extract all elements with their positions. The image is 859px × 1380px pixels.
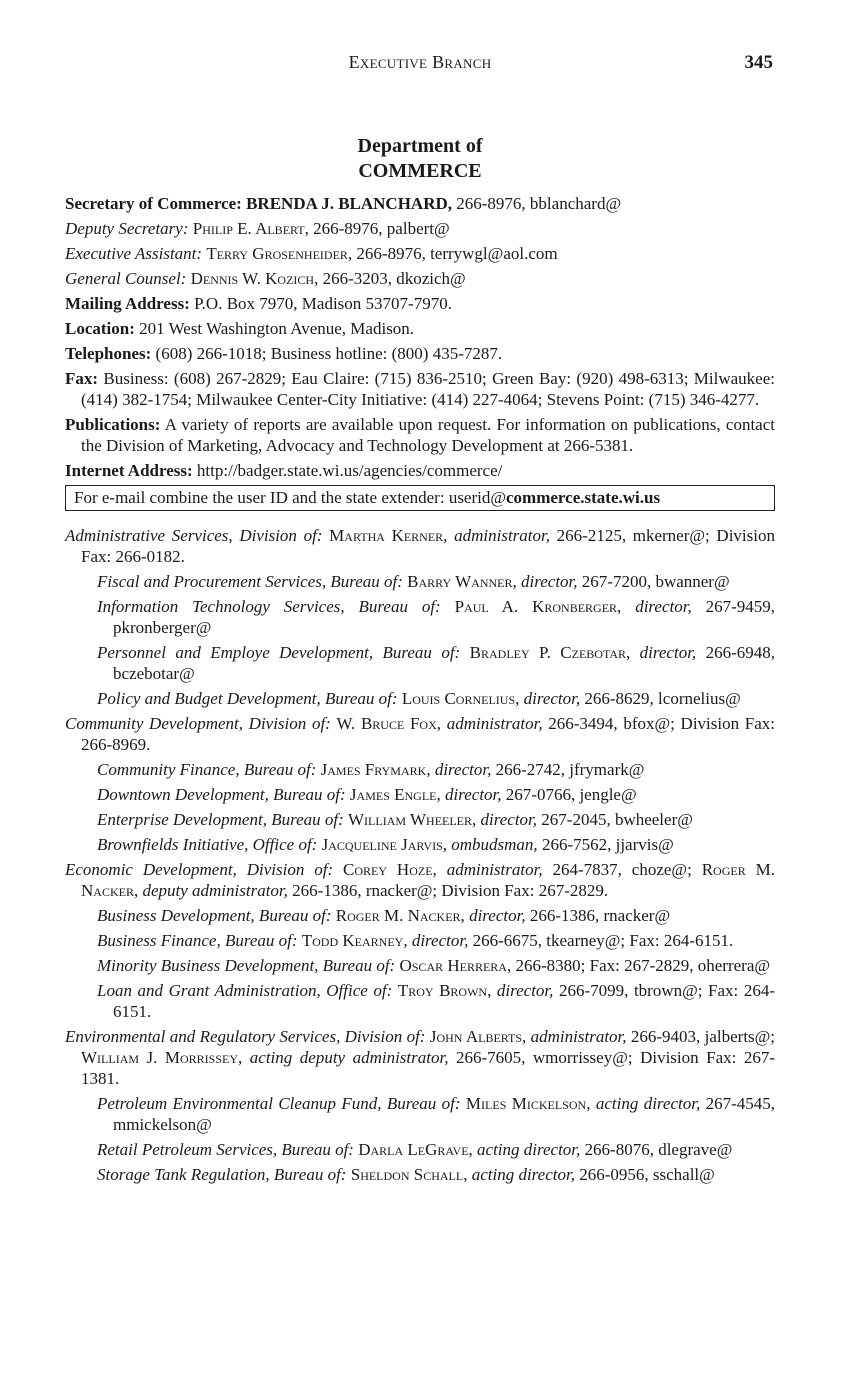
info-text: (608) 266-1018; Business hotline: (800) 435-7287. [151,344,503,363]
person-role: director, [635,597,692,616]
info-label: Fax: [65,369,99,388]
person-name: Louis Cornelius, [401,689,520,708]
department-heading [0,134,840,184]
person-role: director, [411,931,469,950]
contact-details: 266-8380; Fax: 267-2829, oherrera@ [511,956,771,975]
official-entry [65,218,775,239]
info-label: Mailing Address: [65,294,190,313]
info-label: Telephones: [65,344,152,363]
unit-name: Administrative Services, Division of: [65,526,323,545]
contact-details: 266-6675, tkearney@; Fax: 264-6151. [468,931,734,950]
info-entry [65,414,775,456]
info-label: Publications: [65,415,161,434]
secretary-label: Secretary of Commerce: [65,194,242,213]
bureau-entry [65,571,775,592]
unit-name: Business Development, Bureau of: [97,906,332,925]
unit-name: Policy and Budget Development, Bureau of: [97,689,398,708]
person-name: Troy Brown, [397,981,492,1000]
person-name: Darla LeGrave, [358,1140,473,1159]
bureau-entry [65,784,775,805]
official-title: Executive Assistant: [65,244,203,263]
contact-details: 267-0766, jengle@ [501,785,637,804]
division-entry [65,1026,775,1089]
person-role: director, [521,572,578,591]
contact-details: 266-2742, jfrymark@ [491,760,645,779]
secretary-entry [65,193,775,214]
contact-details: 266-7562, jjarvis@ [537,835,674,854]
bureau-entry [65,930,775,951]
deputy-role: acting deputy administrator, [249,1048,449,1067]
person-role: ombudsman, [451,835,538,854]
deputy-role: deputy administrator, [142,881,288,900]
person-role: director, [639,643,697,662]
contact-details: 266-7099, tbrown@; Fax: 264-6151. [113,981,775,1021]
unit-name: Community Finance, Bureau of: [97,760,317,779]
person-name: John Alberts, [429,1027,527,1046]
division-entry [65,525,775,567]
person-role: director, [523,689,581,708]
email-note-domain: commerce.state.wi.us [506,488,661,507]
info-text: 201 West Washington Avenue, Madison. [134,319,415,338]
unit-name: Economic Development, Division of: [65,860,334,879]
official-name: Terry Grosenheider, [206,244,353,263]
deputy-details: 266-1386, rnacker@; Division Fax: 267-2829. [287,881,609,900]
contact-details: 266-0956, sschall@ [574,1165,715,1184]
official-entry [65,268,775,289]
person-name: Sheldon Schall, [350,1165,468,1184]
unit-name: Fiscal and Procurement Services, Bureau of: [97,572,403,591]
person-name: Bradley P. Czebotar, [469,643,631,662]
bureau-entry [65,809,775,830]
official-title: General Counsel: [65,269,187,288]
deputy-name: William J. Morrissey, [81,1048,243,1067]
person-name: Barry Wanner, [407,572,517,591]
info-text: http://badger.state.wi.us/agencies/commerce/ [192,461,503,480]
bureau-entry [65,1093,775,1135]
contact-details: 266-8076, dlegrave@ [580,1140,733,1159]
info-label: Location: [65,319,135,338]
contact-details: 266-3494, bfox@; Division Fax: 266-8969. [81,714,776,754]
person-role: director, [496,981,554,1000]
official-entry [65,243,775,264]
running-title: Executive Branch [348,52,492,72]
contact-details: 266-8629, lcornelius@ [580,689,741,708]
running-head [0,52,859,76]
person-name: Oscar Herrera, [399,956,512,975]
bureau-entry [65,688,775,709]
person-role: acting director, [471,1165,575,1184]
person-role: acting director, [477,1140,581,1159]
directory-content [65,193,775,1189]
unit-name: Downtown Development, Bureau of: [97,785,346,804]
person-role: administrator, [446,860,543,879]
contact-details: 266-6948, bczebotar@ [113,643,776,683]
unit-name: Business Finance, Bureau of: [97,931,298,950]
person-name: Martha Kerner, [329,526,448,545]
contact-details: 267-2045, bwheeler@ [537,810,693,829]
contact-details: 267-7200, bwanner@ [577,572,730,591]
person-name: Miles Mickelson, [465,1094,591,1113]
unit-name: Personnel and Employe Development, Bureau of: [97,643,461,662]
page-number: 345 [744,52,773,73]
email-note-text: For e-mail combine the user ID and the state extender: userid@ [74,488,507,507]
bureau-entry [65,642,775,684]
bureau-entry [65,1139,775,1160]
division-entry [65,859,775,901]
official-title: Deputy Secretary: [65,219,189,238]
person-name: Paul A. Kronberger, [454,597,622,616]
unit-name: Storage Tank Regulation, Bureau of: [97,1165,347,1184]
official-details: 266-8976, palbert@ [308,219,450,238]
person-name: James Engle, [349,785,441,804]
contact-details: 266-1386, rnacker@ [525,906,671,925]
person-name: William Wheeler, [348,810,477,829]
deputy-name: Roger M. Nacker, [81,860,775,900]
unit-name: Petroleum Environmental Cleanup Fund, Bureau of: [97,1094,461,1113]
department-heading-line2: COMMERCE [358,160,482,182]
contact-details: 266-9403, jalberts@; [626,1027,776,1046]
person-role: acting director, [595,1094,701,1113]
person-name: Roger M. Nacker, [335,906,465,925]
department-heading-line1: Department of [357,135,483,157]
info-entry [65,460,775,481]
unit-name: Retail Petroleum Services, Bureau of: [97,1140,354,1159]
bureau-entry [65,759,775,780]
contact-details: 266-2125, mkerner@; Division Fax: 266-0182. [81,526,775,566]
office-entry [65,980,775,1022]
person-role: director, [445,785,502,804]
person-name: Corey Hoze, [343,860,437,879]
unit-name: Minority Business Development, Bureau of: [97,956,396,975]
person-name: James Frymark, [320,760,431,779]
unit-name: Enterprise Development, Bureau of: [97,810,344,829]
info-text: Business: (608) 267-2829; Eau Claire: (715) 836-2510; Green Bay: (920) 498-6313; Milwaukee: (414) 382-1754; Milwaukee Center-City Initiative: (414) 227-4064; Stevens Point: (715) 346-4277. [81,369,775,409]
info-entry [65,343,775,364]
bureau-entry [65,1164,775,1185]
unit-name: Community Development, Division of: [65,714,331,733]
person-name: W. Bruce Fox, [336,714,441,733]
secretary-details: 266-8976, bblanchard@ [452,194,622,213]
info-entry [65,368,775,410]
email-note-box [65,485,775,511]
official-details: 266-8976, terrywgl@aol.com [352,244,558,263]
unit-name: Loan and Grant Administration, Office of: [97,981,393,1000]
secretary-name: BRENDA J. BLANCHARD, [246,194,453,213]
info-label: Internet Address: [65,461,193,480]
official-name: Philip E. Albert, [192,219,309,238]
person-role: director, [434,760,492,779]
info-entry [65,318,775,339]
unit-name: Brownfields Initiative, Office of: [97,835,318,854]
contact-details: 267-4545, mmickelson@ [113,1094,776,1134]
info-entry [65,293,775,314]
division-entry [65,713,775,755]
bureau-entry [65,596,775,638]
official-details: 266-3203, dkozich@ [318,269,466,288]
person-role: director, [480,810,538,829]
unit-name: Environmental and Regulatory Services, Division of: [65,1027,426,1046]
info-text: A variety of reports are available upon request. For information on publications, contact the Division of Marketing, Advocacy and Technology Development at 266-5381. [81,415,775,455]
contact-details: 264-7837, choze@; [542,860,692,879]
person-role: administrator, [530,1027,627,1046]
person-name: Todd Kearney, [301,931,408,950]
person-role: director, [469,906,526,925]
bureau-entry [65,905,775,926]
person-role: administrator, [454,526,550,545]
official-name: Dennis W. Kozich, [190,269,319,288]
bureau-entry [65,955,775,976]
info-text: P.O. Box 7970, Madison 53707-7970. [189,294,452,313]
office-entry [65,834,775,855]
person-role: administrator, [446,714,543,733]
person-name: Jacqueline Jarvis, [321,835,448,854]
contact-details: 267-9459, pkronberger@ [113,597,776,637]
deputy-details: 266-7605, wmorrissey@; Division Fax: 267-1381. [81,1048,776,1088]
unit-name: Information Technology Services, Bureau of: [97,597,441,616]
